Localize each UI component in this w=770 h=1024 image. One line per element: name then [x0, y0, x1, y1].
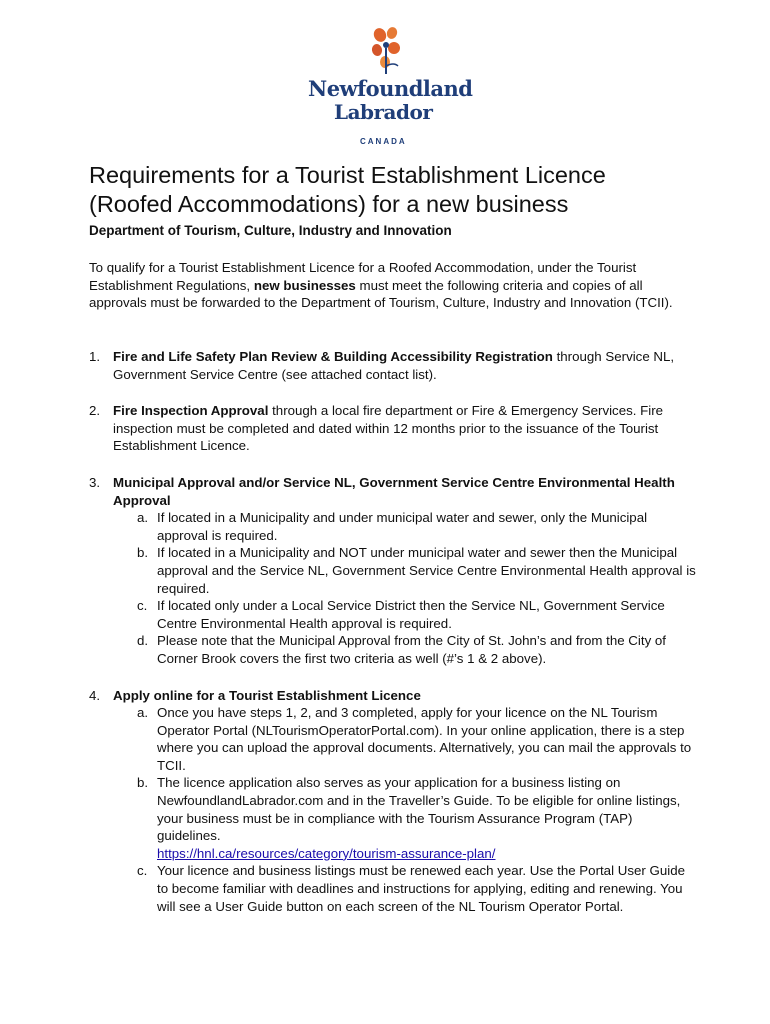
sub-text: The licence application also serves as your application for a business listing on NewfoundlandLabrador.com and in the Traveller’s Guide. To be eligible for online listings, your business must be in compliance with the Tourism Assurance Program (TAP) guidelines.: [157, 775, 681, 844]
item-text: through a local fire department or Fire & Emergency Services. Fire inspection must be completed and dated within 12 months prior to the issuance of the Tourist Establishment Licence.: [113, 403, 664, 454]
item-number: 2.: [89, 403, 101, 419]
sub-item: [113, 544, 699, 597]
sub-item: [113, 774, 699, 862]
sub-letter: b.: [137, 545, 149, 561]
intro-bold-text: new businesses: [253, 277, 356, 293]
tap-guidelines-link[interactable]: https://hnl.ca/resources/category/tourism-assurance-plan/: [157, 845, 496, 861]
logo-wordmark-canada: CANADA: [360, 137, 407, 146]
item-text: through Service NL, Government Service Centre (see attached contact list).: [113, 349, 675, 382]
item-number: 3.: [89, 474, 101, 490]
sub-list: [113, 704, 699, 915]
sub-text: Your licence and business listings must be renewed each year. Use the Portal User Guide to become familiar with deadlines and instructions for applying, editing and renewing. You will see a User Guide button on each screen of the NL Tourism Operator Portal.: [157, 863, 685, 914]
nl-logo: [298, 26, 473, 146]
sub-item: [113, 509, 699, 544]
department-heading: Department of Tourism, Culture, Industry and Innovation: [89, 223, 452, 238]
item-title: Fire and Life Safety Plan Review & Building Accessibility Registration: [113, 349, 553, 364]
pitcher-plant-icon: [370, 26, 404, 76]
sub-item: [113, 597, 699, 632]
sub-text: Please note that the Municipal Approval from the City of St. John’s and from the City of Corner Brook covers the first two criteria as well (#’s 1 & 2 above).: [157, 633, 666, 666]
sub-letter: c.: [137, 598, 148, 614]
sub-text: If located only under a Local Service District then the Service NL, Government Service Centre Environmental Health approval is required.: [157, 598, 665, 631]
logo-wordmark-labrador: Labrador: [334, 100, 433, 124]
sub-letter: b.: [137, 775, 149, 791]
intro-paragraph: [89, 259, 689, 312]
sub-text: Once you have steps 1, 2, and 3 completed, apply for your licence on the NL Tourism Operator Portal (NLTourismOperatorPortal.com). In your online application, there is a step where you can upload the approval documents. Alternatively, you can mail the approvals to TCII.: [157, 705, 692, 773]
item-number: 4.: [89, 687, 101, 703]
requirements-list: [89, 348, 699, 915]
sub-letter: a.: [137, 510, 149, 526]
sub-item: [113, 704, 699, 774]
sub-list: [113, 509, 699, 667]
requirement-item-4: [89, 687, 699, 916]
page-title: Requirements for a Tourist Establishment Licence (Roofed Accommodations) for a new business: [89, 162, 606, 217]
sub-item: [113, 632, 699, 667]
intro-text-1: To qualify for a Tourist Establishment Licence for a Roofed Accommodation, under the Tourist Establishment Regulations,: [89, 260, 637, 293]
sub-text: If located in a Municipality and under municipal water and sewer, only the Municipal approval is required.: [157, 510, 648, 543]
requirement-item-1: [89, 348, 699, 383]
item-number: 1.: [89, 349, 101, 364]
item-title: Apply online for a Tourist Establishment Licence: [113, 687, 421, 703]
sub-letter: a.: [137, 705, 149, 721]
requirement-item-2: [89, 402, 699, 455]
item-title: Municipal Approval and/or Service NL, Government Service Centre Environmental Health Approval: [113, 474, 675, 508]
item-title: Fire Inspection Approval: [113, 403, 269, 419]
sub-text: If located in a Municipality and NOT under municipal water and sewer then the Municipal approval and the Service NL, Government Service Centre Environmental Health approval is required.: [157, 545, 696, 596]
sub-letter: d.: [137, 633, 149, 649]
sub-item: [113, 862, 699, 915]
sub-letter: c.: [137, 863, 148, 879]
logo-wordmark-newfoundland: Newfoundland: [308, 76, 473, 101]
intro-text-2: must meet the following criteria and copies of all approvals must be forwarded to the Department of Tourism, Culture, Industry and Innovation (TCII).: [89, 277, 673, 311]
requirement-item-3: [89, 474, 699, 668]
